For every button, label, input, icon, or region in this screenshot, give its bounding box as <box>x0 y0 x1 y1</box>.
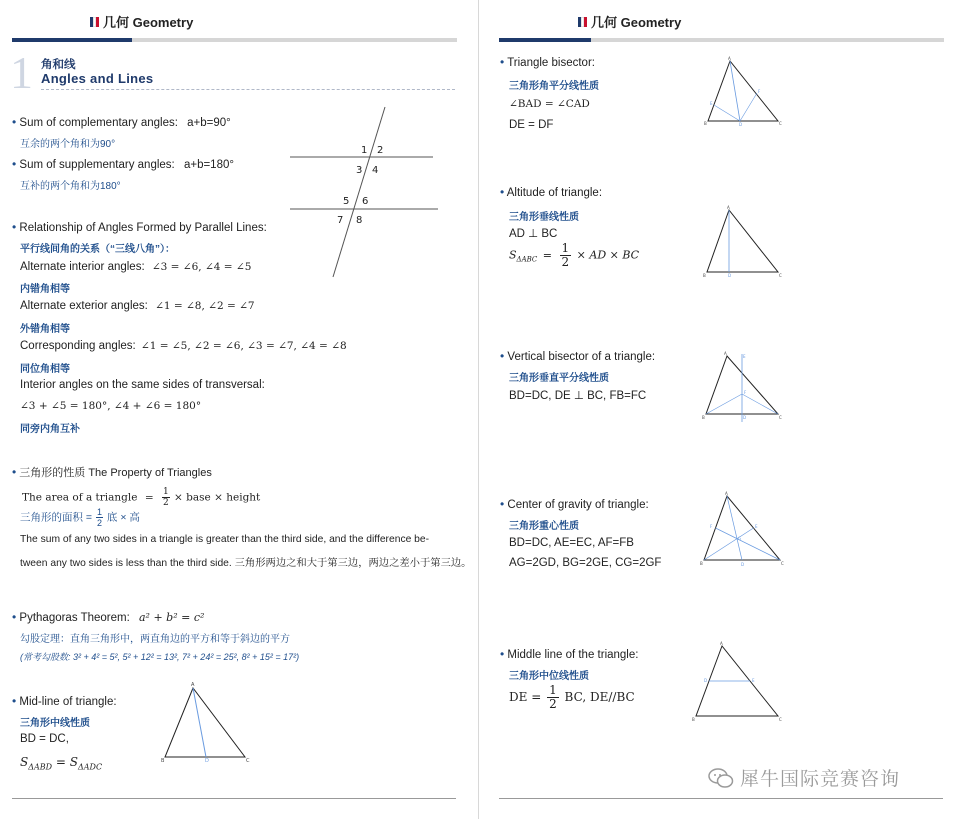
svg-text:F: F <box>744 390 747 395</box>
complementary-cn: 互余的两个角和为90° <box>20 139 116 150</box>
fraction-half: $\frac{1}{2}$ <box>162 487 169 508</box>
triangle-shape <box>707 210 778 272</box>
angle-label: 5 <box>343 196 350 207</box>
svg-text:D: D <box>743 415 747 420</box>
median-line <box>193 688 206 757</box>
watermark-text: 犀牛国际竞赛咨询 <box>740 769 901 790</box>
bullet-icon: • <box>500 185 505 199</box>
complementary-line: • Sum of complementary angles: a+b=90° <box>12 115 231 129</box>
midline-heading: • Mid-line of triangle: <box>12 694 117 708</box>
supplementary-cn: 互补的两个角和为180° <box>20 181 121 192</box>
svg-text:A: A <box>725 491 728 496</box>
bisector-heading: • Triangle bisector: <box>500 55 595 69</box>
svg-text:C: C <box>779 273 782 278</box>
parallel-lines-heading: • Relationship of Angles Formed by Parallel Lines: <box>12 220 267 234</box>
same-side-cn: 同旁内角互补 <box>20 424 80 435</box>
vertical-bisector-heading: • Vertical bisector of a triangle: <box>500 349 656 363</box>
vertical-bisector-triangle-diagram <box>702 350 787 425</box>
svg-text:A: A <box>720 641 723 646</box>
left-page <box>0 0 478 819</box>
midline-triangle-diagram <box>160 680 255 765</box>
svg-text:B: B <box>692 717 695 722</box>
svg-text:A: A <box>191 682 195 688</box>
svg-text:A: A <box>727 205 730 210</box>
alt-exterior-cn: 外错角相等 <box>20 324 70 335</box>
gravity-cn: 三角形重心性质 <box>509 521 579 532</box>
bullet-icon: • <box>12 694 17 708</box>
bullet-icon: • <box>12 115 17 129</box>
same-side-formula: ∠3 + ∠5 = 180°, ∠4 + ∠6 = 180° <box>20 400 202 412</box>
svg-text:G: G <box>738 536 742 541</box>
alt-exterior-line: Alternate exterior angles: ∠1 = ∠8, ∠2 = ∠7 <box>20 300 255 312</box>
svg-text:D: D <box>741 562 745 567</box>
bullet-icon: • <box>12 610 17 624</box>
flag-icon <box>90 17 99 27</box>
svg-text:E: E <box>743 354 746 359</box>
fraction-half: $\frac{1}{2}$ <box>549 683 557 711</box>
triangle-property-heading: • 三角形的性质 The Property of Triangles <box>12 465 212 479</box>
pythagoras-cn: 勾股定理：直角三角形中，两直角边的平方和等于斜边的平方 <box>20 634 290 645</box>
corresponding-line: Corresponding angles: ∠1 = ∠5, ∠2 = ∠6, ∠3 = ∠7, ∠4 = ∠8 <box>20 340 347 352</box>
gravity-formula-2: AG=2GD, BG=2GE, CG=2GF <box>509 557 662 569</box>
svg-text:B: B <box>700 561 703 566</box>
triangle-sides-line2: tween any two sides is less than the third side. 三角形两边之和大于第三边，两边之差小于第三边。 <box>20 558 472 569</box>
svg-text:E: E <box>755 524 758 529</box>
altitude-cn: 三角形垂线性质 <box>509 212 579 223</box>
same-side-line: Interior angles on the same sides of transversal: <box>20 379 265 391</box>
angle-label: 4 <box>372 165 379 176</box>
middle-line-heading: • Middle line of the triangle: <box>500 647 639 661</box>
watermark <box>708 764 900 791</box>
bisector-formula-1: ∠BAD = ∠CAD <box>509 98 590 110</box>
flag-icon <box>578 17 587 27</box>
bullet-icon: • <box>500 349 505 363</box>
angle-label: 2 <box>377 145 384 156</box>
footer-line <box>12 798 456 799</box>
corresponding-cn: 同位角相等 <box>20 364 70 375</box>
parallel-lines-cn: 平行线间角的关系（“三线八角”）： <box>20 244 175 255</box>
svg-text:A: A <box>724 351 727 356</box>
wechat-icon <box>708 767 734 789</box>
angle-label: 6 <box>362 196 369 207</box>
altitude-formula-2: $S_{\Delta ABC}$ = $\frac{1}{2}$ × AD × BC <box>509 241 640 269</box>
svg-text:F: F <box>710 524 713 529</box>
vertical-bisector-cn: 三角形垂直平分线性质 <box>509 373 609 384</box>
svg-text:D: D <box>205 758 209 764</box>
svg-text:E: E <box>752 678 755 683</box>
bullet-icon: • <box>12 220 17 234</box>
angle-label: 7 <box>337 215 344 226</box>
gravity-heading: • Center of gravity of triangle: <box>500 497 649 511</box>
right-page <box>480 0 957 819</box>
header-title: 几何 Geometry <box>103 15 194 30</box>
svg-text:B: B <box>704 121 707 126</box>
fraction-half: $\frac{1}{2}$ <box>561 241 570 269</box>
svg-text:C: C <box>779 717 782 722</box>
section-title-cn: 角和线 <box>41 59 76 71</box>
svg-text:B: B <box>161 758 165 764</box>
triangle-shape <box>704 496 780 560</box>
svg-text:D: D <box>728 273 732 278</box>
svg-text:C: C <box>779 121 782 126</box>
bisector-cn: 三角形角平分线性质 <box>509 81 599 92</box>
triangle-area-en: The area of a triangle = $\frac{1}{2}$ × base × height <box>22 487 261 508</box>
triangle-sides-line1: The sum of any two sides in a triangle is greater than the third side, and the difference be- <box>20 534 430 545</box>
midline-area: $S_{\Delta ABD} = S_{\Delta ADC}$ <box>20 755 103 772</box>
angle-label: 8 <box>356 215 363 226</box>
triangle-shape <box>165 688 245 757</box>
section-number: 1 <box>10 47 33 98</box>
header-bar <box>499 38 944 42</box>
middle-line-triangle-diagram <box>692 640 787 725</box>
vertical-bisector-formula: BD=DC, DE ⊥ BC, FB=FC <box>509 390 647 402</box>
bullet-icon: • <box>12 157 17 171</box>
middle-line-cn: 三角形中位线性质 <box>509 671 589 682</box>
header-bar <box>12 38 457 42</box>
triangle-shape <box>708 61 778 121</box>
section-divider <box>41 89 455 90</box>
section-title-en: Angles and Lines <box>41 71 154 86</box>
pythagoras-note: (常考勾股数: 3² + 4² = 5², 5² + 12² = 13², 7² + 24² = 25², 8² + 15² = 17²) <box>20 652 300 662</box>
angle-label: 3 <box>356 165 363 176</box>
svg-text:E: E <box>710 101 713 106</box>
altitude-formula-1: AD ⊥ BC <box>509 228 558 240</box>
page-header <box>578 12 681 31</box>
midline-eq: BD = DC, <box>20 733 69 745</box>
bullet-icon: • <box>12 465 17 479</box>
svg-text:A: A <box>728 56 731 61</box>
fraction-half: $\frac{1}{2}$ <box>96 507 102 528</box>
midline-cn: 三角形中线性质 <box>20 718 90 729</box>
svg-text:C: C <box>781 561 784 566</box>
gravity-triangle-diagram <box>700 490 790 575</box>
bisector-formula-2: DE = DF <box>509 119 554 131</box>
svg-text:D: D <box>739 122 743 127</box>
bullet-icon: • <box>500 497 505 511</box>
triangle-area-cn: 三角形的面积 = $\frac{1}{2}$ 底 × 高 <box>20 507 140 528</box>
altitude-heading: • Altitude of triangle: <box>500 185 603 199</box>
parallel-lines-diagram <box>285 105 445 280</box>
bisector-triangle-diagram <box>702 55 787 127</box>
svg-text:C: C <box>246 758 250 764</box>
page-divider <box>478 0 479 819</box>
svg-text:B: B <box>702 415 705 420</box>
middle-line-formula: DE = $\frac{1}{2}$ BC, DE//BC <box>509 683 635 711</box>
header-title: 几何 Geometry <box>591 15 682 30</box>
svg-text:D: D <box>704 678 708 683</box>
bullet-icon: • <box>500 647 505 661</box>
transversal-line <box>333 107 385 277</box>
page-header <box>90 12 193 31</box>
alt-interior-line: Alternate interior angles: ∠3 = ∠6, ∠4 = ∠5 <box>20 261 252 273</box>
svg-text:C: C <box>779 415 782 420</box>
pythagoras-line: • Pythagoras Theorem: a² + b² = c² <box>12 610 205 624</box>
supplementary-line: • Sum of supplementary angles: a+b=180° <box>12 157 234 171</box>
svg-text:B: B <box>703 273 706 278</box>
footer-line <box>499 798 943 799</box>
alt-interior-cn: 内错角相等 <box>20 284 70 295</box>
angle-label: 1 <box>361 145 368 156</box>
gravity-formula-1: BD=DC, AE=EC, AF=FB <box>509 537 634 549</box>
altitude-triangle-diagram <box>702 205 787 280</box>
svg-text:F: F <box>758 89 761 94</box>
bullet-icon: • <box>500 55 505 69</box>
